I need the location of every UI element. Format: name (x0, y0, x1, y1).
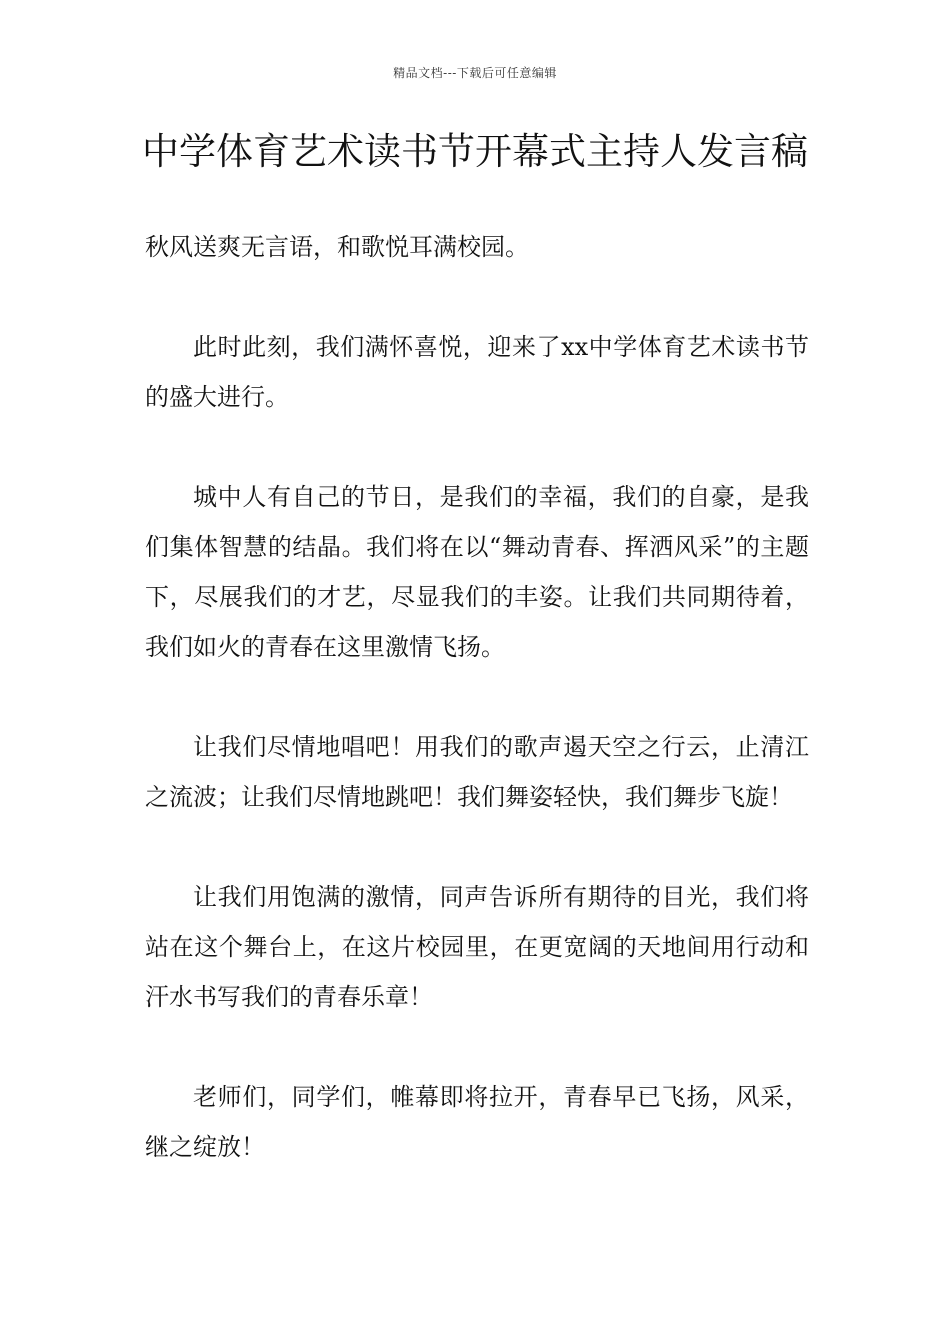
paragraph-gap (145, 1022, 809, 1072)
paragraph-closing: 老师们，同学们，帷幕即将拉开，青春早已飞扬，风采，继之绽放！ (145, 1083, 809, 1161)
document-title: 中学体育艺术读书节开幕式主持人发言稿 (142, 130, 808, 173)
paragraph: 让我们用饱满的激情，同声告诉所有期待的目光，我们将站在这个舞台上，在这片校园里，在更宽阔的天地间用行动和汗水书写我们的青春乐章！ (145, 883, 809, 1011)
paragraph-opening: 秋风送爽无言语，和歌悦耳满校园。 (145, 233, 529, 261)
paragraph-gap (145, 272, 809, 322)
paragraph-gap (145, 822, 809, 872)
header-note: 精品文档---下载后可任意编辑 (393, 66, 557, 80)
paragraph: 此时此刻，我们满怀喜悦，迎来了xx中学体育艺术读书节的盛大进行。 (145, 333, 809, 411)
paragraph: 城中人有自己的节日，是我们的幸福，我们的自豪，是我们集体智慧的结晶。我们将在以“舞动青春、挥洒风采”的主题下，尽展我们的才艺，尽显我们的丰姿。让我们共同期待着，我们如火的青春在这里激情飞扬。 (145, 483, 809, 661)
paragraph-gap (145, 672, 809, 722)
paragraph: 让我们尽情地唱吧！用我们的歌声遏天空之行云，止清江之流波；让我们尽情地跳吧！我们舞姿轻快，我们舞步飞旋！ (145, 733, 809, 811)
document-body (145, 222, 809, 1172)
paragraph-gap (145, 422, 809, 472)
